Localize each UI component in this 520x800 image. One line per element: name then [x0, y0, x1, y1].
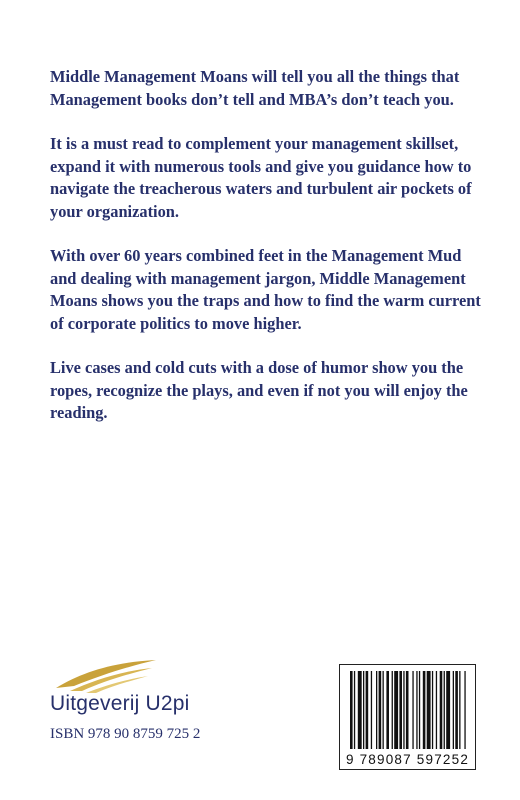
barcode-bar: [455, 671, 458, 749]
barcode-bar: [363, 671, 364, 749]
barcode-bar: [350, 671, 353, 749]
barcode-bar: [354, 671, 355, 749]
barcode-digits: 9 789087 597252: [345, 752, 470, 767]
barcode-bar: [416, 671, 417, 749]
barcode-bar: [371, 671, 372, 749]
blurb-paragraph-3: With over 60 years combined feet in the Management Mud and dealing with management jargon, Middle Management Moans shows you the traps and how to find the warm current of corporate politics to move higher.: [50, 246, 481, 333]
barcode-bar: [427, 671, 431, 749]
barcode-bar: [399, 671, 402, 749]
blurb-paragraph-4: Live cases and cold cuts with a dose of humor show you the ropes, recognize the plays, and even if not you will enjoy the reading.: [50, 358, 468, 422]
barcode-bar: [464, 671, 465, 749]
barcode-bar: [379, 671, 382, 749]
publisher-name: Uitgeverij U2pi: [50, 692, 190, 715]
barcode-bar: [394, 671, 398, 749]
barcode-bar: [358, 671, 362, 749]
barcode-bar: [406, 671, 409, 749]
barcode-bar: [419, 671, 420, 749]
barcode-bar: [423, 671, 426, 749]
barcode-bar: [444, 671, 445, 749]
barcode-bar: [459, 671, 460, 749]
barcode-bar: [432, 671, 433, 749]
barcode-bars: [340, 665, 475, 751]
barcode-bar: [453, 671, 454, 749]
blurb-paragraph-2: It is a must read to complement your management skillset, expand it with numerous tools and give you guidance how to navigate the treacherous waters and turbulent air pockets of your organization.: [50, 134, 472, 221]
isbn-text: ISBN 978 90 8759 725 2: [50, 726, 201, 742]
barcode-bar: [440, 671, 443, 749]
barcode-bar: [436, 671, 437, 749]
publisher-logo: [50, 658, 230, 718]
barcode-bar: [412, 671, 413, 749]
barcode-bar: [403, 671, 404, 749]
isbn-barcode: [339, 664, 476, 770]
blurb-paragraph-1: Middle Management Moans will tell you all the things that Management books don’t tell and MBA’s don’t teach you.: [50, 67, 460, 109]
barcode-bar: [376, 671, 377, 749]
barcode-bar: [392, 671, 393, 749]
barcode-bar: [383, 671, 384, 749]
back-cover-blurb: [50, 66, 490, 447]
barcode-bar: [386, 671, 389, 749]
barcode-bar: [366, 671, 369, 749]
wing-swoosh-icon: [52, 658, 162, 694]
barcode-bar: [446, 671, 450, 749]
